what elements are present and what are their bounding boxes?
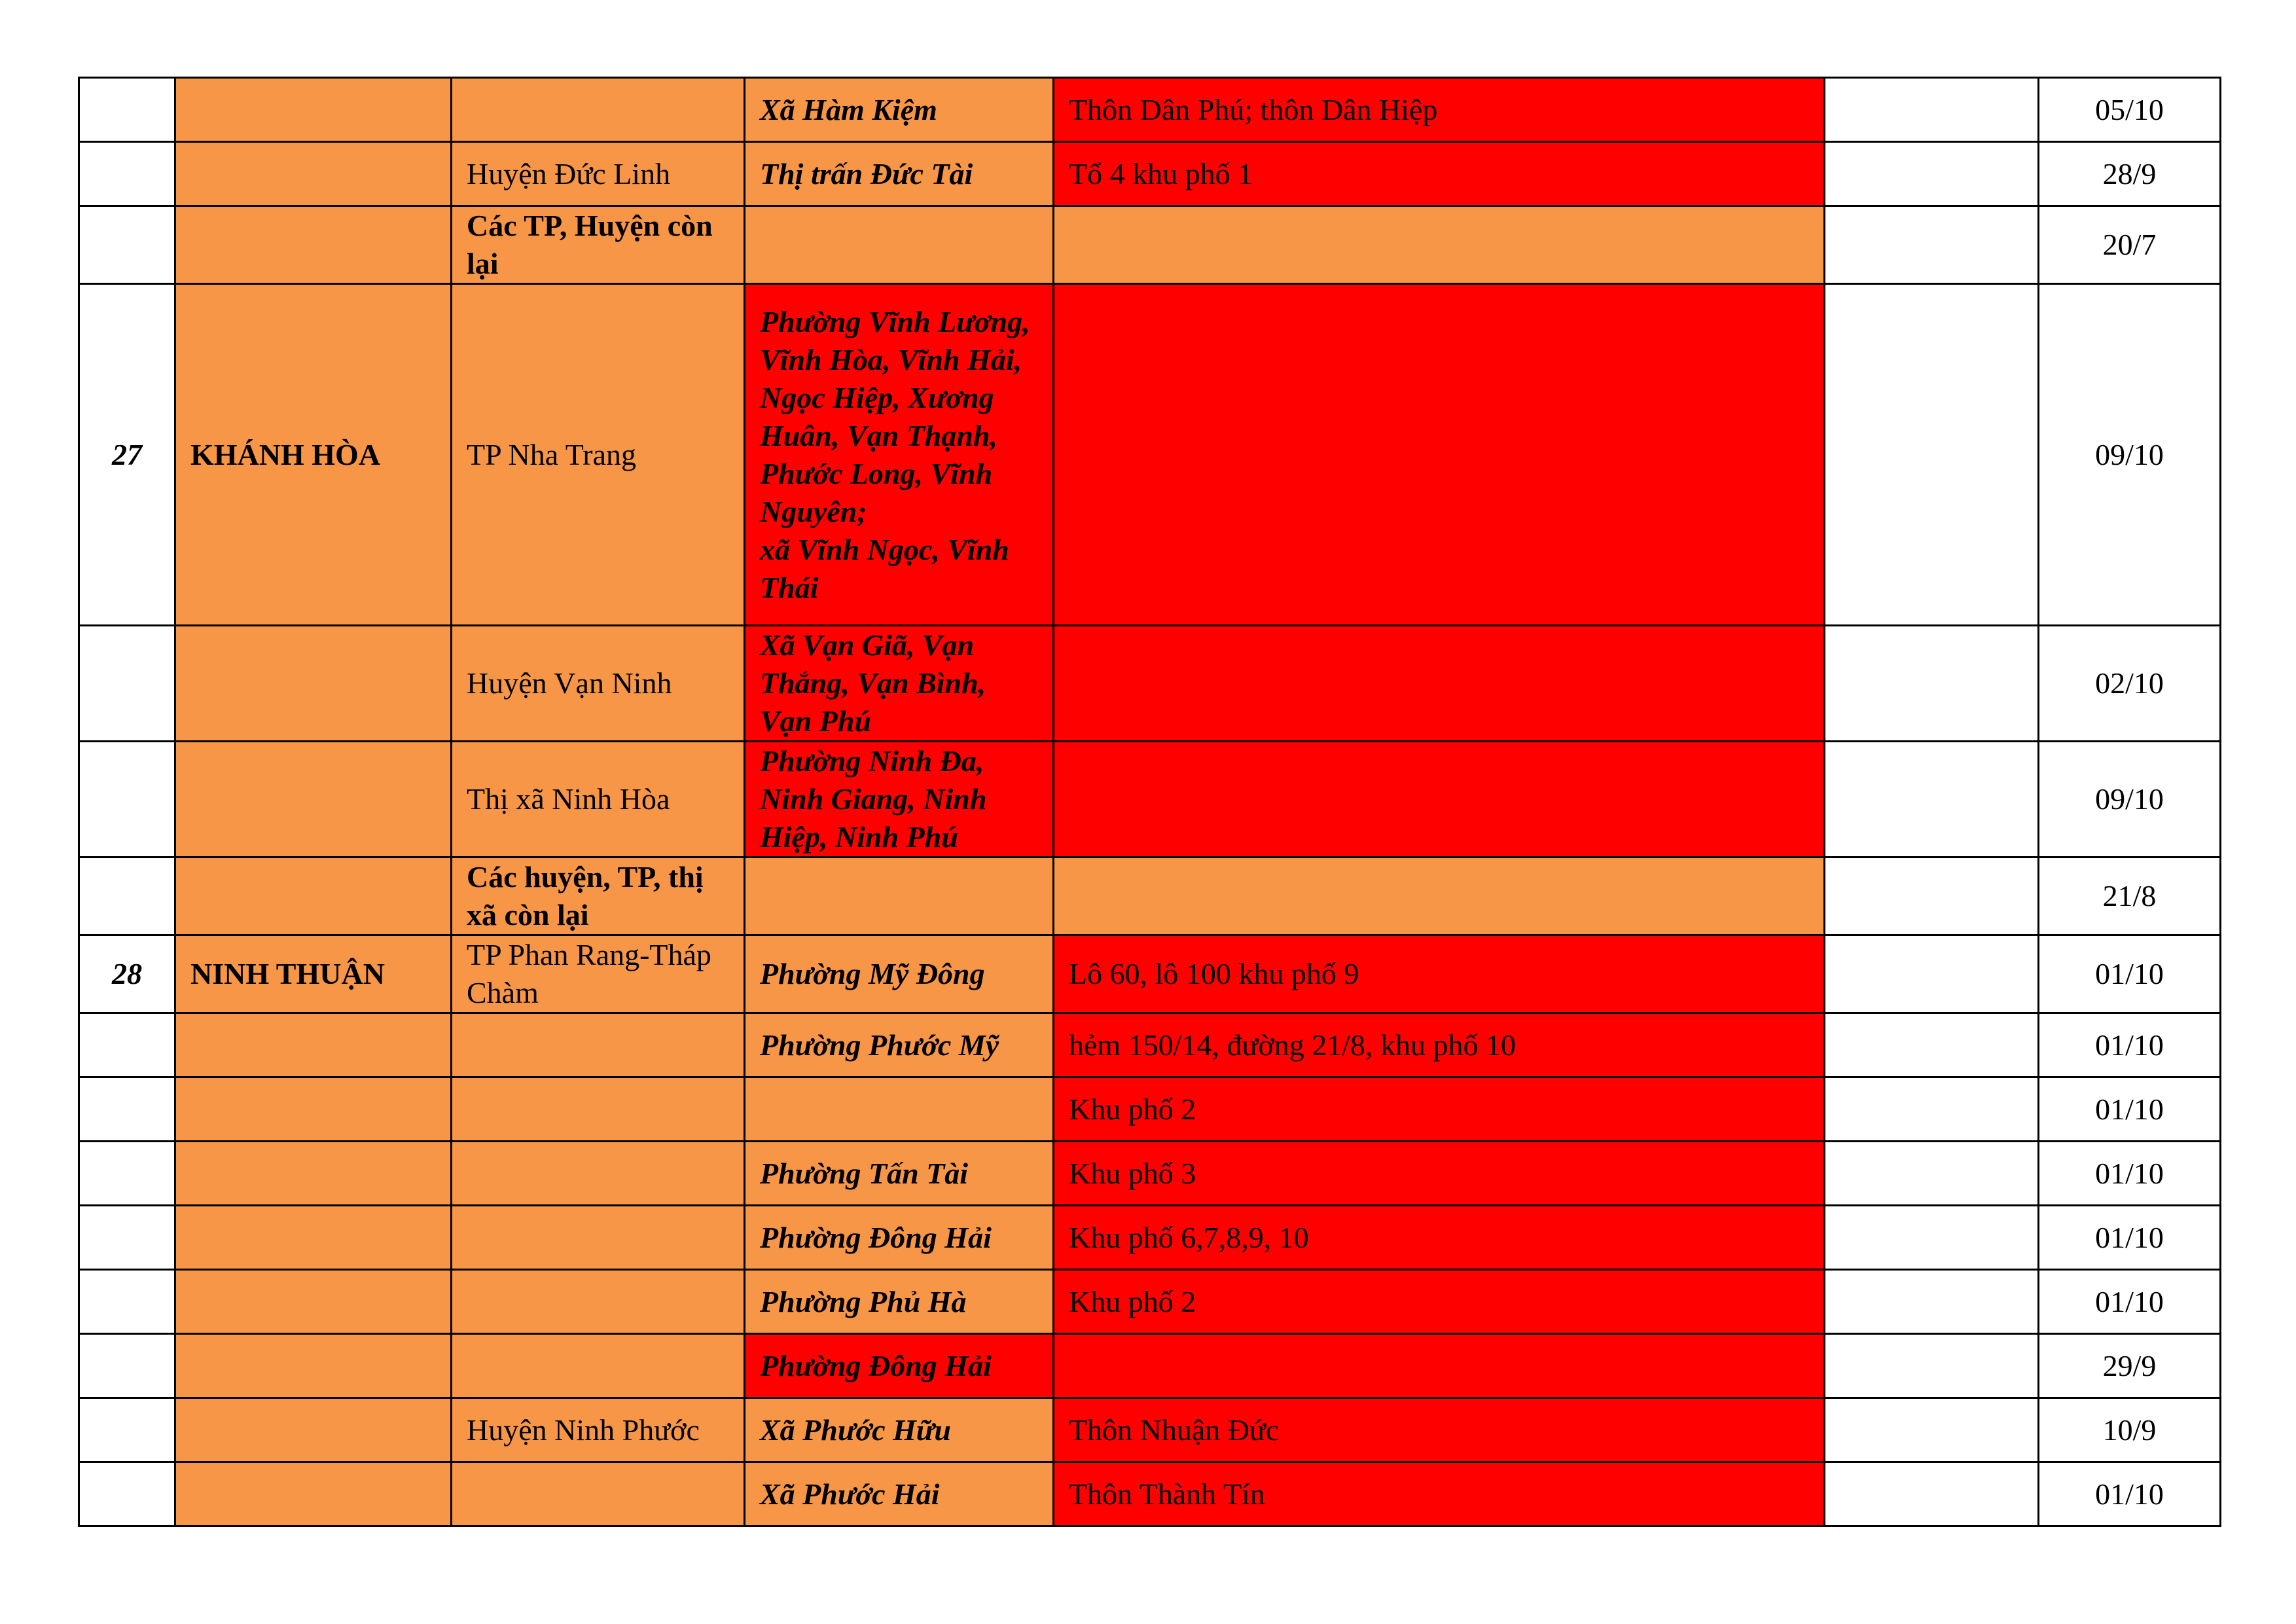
- district-cell: Thị xã Ninh Hòa: [452, 742, 745, 857]
- date-cell: 01/10: [2039, 1013, 2221, 1077]
- row-number-cell: [79, 1398, 175, 1462]
- blank-cell: [1825, 78, 2039, 142]
- date-cell: 01/10: [2039, 1142, 2221, 1206]
- table-row: [79, 626, 2221, 742]
- area-cell: [1054, 857, 1825, 935]
- date-cell: 01/10: [2039, 1270, 2221, 1334]
- date-cell: 10/9: [2039, 1398, 2221, 1462]
- table-row: [79, 1013, 2221, 1077]
- province-cell: [175, 1398, 452, 1462]
- blank-cell: [1825, 1013, 2039, 1077]
- area-cell: Khu phố 3: [1054, 1142, 1825, 1206]
- row-number-cell: [79, 857, 175, 935]
- outbreak-area-table: [78, 77, 2221, 1527]
- blank-cell: [1825, 1270, 2039, 1334]
- table-row: [79, 1270, 2221, 1334]
- district-cell: [452, 1334, 745, 1398]
- date-cell: 05/10: [2039, 78, 2221, 142]
- table-row: [79, 206, 2221, 284]
- area-cell: Tổ 4 khu phố 1: [1054, 142, 1825, 206]
- row-number-cell: 27: [79, 284, 175, 626]
- province-cell: KHÁNH HÒA: [175, 284, 452, 626]
- province-cell: [175, 78, 452, 142]
- district-cell: Các huyện, TP, thị xã còn lại: [452, 857, 745, 935]
- ward-cell: Xã Phước Hải: [745, 1462, 1054, 1526]
- row-number-cell: [79, 1206, 175, 1270]
- row-number-cell: [79, 1334, 175, 1398]
- row-number-cell: 28: [79, 935, 175, 1013]
- blank-cell: [1825, 742, 2039, 857]
- area-cell: Khu phố 6,7,8,9, 10: [1054, 1206, 1825, 1270]
- district-cell: [452, 1142, 745, 1206]
- district-cell: [452, 1077, 745, 1142]
- row-number-cell: [79, 1142, 175, 1206]
- blank-cell: [1825, 1398, 2039, 1462]
- date-cell: 20/7: [2039, 206, 2221, 284]
- area-cell: Khu phố 2: [1054, 1077, 1825, 1142]
- blank-cell: [1825, 1142, 2039, 1206]
- table-row: [79, 1462, 2221, 1526]
- province-cell: [175, 857, 452, 935]
- blank-cell: [1825, 857, 2039, 935]
- area-cell: Lô 60, lô 100 khu phố 9: [1054, 935, 1825, 1013]
- province-cell: [175, 206, 452, 284]
- province-cell: [175, 1334, 452, 1398]
- ward-cell: Phường Đông Hải: [745, 1334, 1054, 1398]
- ward-cell: Phường Mỹ Đông: [745, 935, 1054, 1013]
- area-cell: Thôn Dân Phú; thôn Dân Hiệp: [1054, 78, 1825, 142]
- row-number-cell: [79, 1462, 175, 1526]
- province-cell: [175, 1270, 452, 1334]
- row-number-cell: [79, 626, 175, 742]
- district-cell: [452, 1206, 745, 1270]
- ward-cell: Xã Vạn Giã, Vạn Thắng, Vạn Bình, Vạn Phú: [745, 626, 1054, 742]
- province-cell: [175, 1462, 452, 1526]
- district-cell: [452, 1013, 745, 1077]
- ward-cell: [745, 1077, 1054, 1142]
- blank-cell: [1825, 626, 2039, 742]
- row-number-cell: [79, 142, 175, 206]
- district-cell: [452, 1270, 745, 1334]
- table-row: [79, 1398, 2221, 1462]
- district-cell: [452, 78, 745, 142]
- date-cell: 09/10: [2039, 742, 2221, 857]
- date-cell: 09/10: [2039, 284, 2221, 626]
- ward-cell: Phường Ninh Đa, Ninh Giang, Ninh Hiệp, Ninh Phú: [745, 742, 1054, 857]
- ward-cell: Xã Hàm Kiệm: [745, 78, 1054, 142]
- district-cell: Huyện Ninh Phước: [452, 1398, 745, 1462]
- table-row: [79, 742, 2221, 857]
- ward-cell: Phường Vĩnh Lương, Vĩnh Hòa, Vĩnh Hải, Ngọc Hiệp, Xương Huân, Vạn Thạnh, Phước Long, Vĩnh Nguyên; xã Vĩnh Ngọc, Vĩnh Thái: [745, 284, 1054, 626]
- blank-cell: [1825, 1206, 2039, 1270]
- date-cell: 28/9: [2039, 142, 2221, 206]
- area-cell: [1054, 626, 1825, 742]
- province-cell: [175, 742, 452, 857]
- area-cell: Thôn Thành Tín: [1054, 1462, 1825, 1526]
- table-row: [79, 1142, 2221, 1206]
- district-cell: [452, 1462, 745, 1526]
- date-cell: 01/10: [2039, 1077, 2221, 1142]
- date-cell: 01/10: [2039, 935, 2221, 1013]
- table-row: [79, 857, 2221, 935]
- province-cell: [175, 1077, 452, 1142]
- district-cell: TP Phan Rang-Tháp Chàm: [452, 935, 745, 1013]
- area-cell: [1054, 742, 1825, 857]
- area-cell: [1054, 284, 1825, 626]
- date-cell: 21/8: [2039, 857, 2221, 935]
- blank-cell: [1825, 1334, 2039, 1398]
- row-number-cell: [79, 1013, 175, 1077]
- ward-cell: Phường Đông Hải: [745, 1206, 1054, 1270]
- province-cell: [175, 142, 452, 206]
- table-row: [79, 1077, 2221, 1142]
- row-number-cell: [79, 742, 175, 857]
- area-cell: [1054, 206, 1825, 284]
- table-row: [79, 284, 2221, 626]
- table-row: [79, 1334, 2221, 1398]
- province-cell: [175, 1013, 452, 1077]
- blank-cell: [1825, 1462, 2039, 1526]
- area-cell: hẻm 150/14, đường 21/8, khu phố 10: [1054, 1013, 1825, 1077]
- table-row: [79, 142, 2221, 206]
- row-number-cell: [79, 1077, 175, 1142]
- date-cell: 01/10: [2039, 1462, 2221, 1526]
- row-number-cell: [79, 1270, 175, 1334]
- ward-cell: [745, 206, 1054, 284]
- ward-cell: Thị trấn Đức Tài: [745, 142, 1054, 206]
- ward-cell: Xã Phước Hữu: [745, 1398, 1054, 1462]
- table-row: [79, 1206, 2221, 1270]
- ward-cell: [745, 857, 1054, 935]
- province-cell: [175, 626, 452, 742]
- area-cell: Khu phố 2: [1054, 1270, 1825, 1334]
- blank-cell: [1825, 206, 2039, 284]
- district-cell: TP Nha Trang: [452, 284, 745, 626]
- table-row: [79, 78, 2221, 142]
- blank-cell: [1825, 935, 2039, 1013]
- blank-cell: [1825, 1077, 2039, 1142]
- ward-cell: Phường Phủ Hà: [745, 1270, 1054, 1334]
- ward-cell: Phường Phước Mỹ: [745, 1013, 1054, 1077]
- province-cell: NINH THUẬN: [175, 935, 452, 1013]
- row-number-cell: [79, 206, 175, 284]
- province-cell: [175, 1206, 452, 1270]
- area-cell: [1054, 1334, 1825, 1398]
- row-number-cell: [79, 78, 175, 142]
- date-cell: 01/10: [2039, 1206, 2221, 1270]
- district-cell: Huyện Vạn Ninh: [452, 626, 745, 742]
- ward-cell: Phường Tấn Tài: [745, 1142, 1054, 1206]
- blank-cell: [1825, 284, 2039, 626]
- province-cell: [175, 1142, 452, 1206]
- district-cell: Các TP, Huyện còn lại: [452, 206, 745, 284]
- date-cell: 02/10: [2039, 626, 2221, 742]
- blank-cell: [1825, 142, 2039, 206]
- area-cell: Thôn Nhuận Đức: [1054, 1398, 1825, 1462]
- date-cell: 29/9: [2039, 1334, 2221, 1398]
- table-row: [79, 935, 2221, 1013]
- table-body: [79, 78, 2221, 1526]
- district-cell: Huyện Đức Linh: [452, 142, 745, 206]
